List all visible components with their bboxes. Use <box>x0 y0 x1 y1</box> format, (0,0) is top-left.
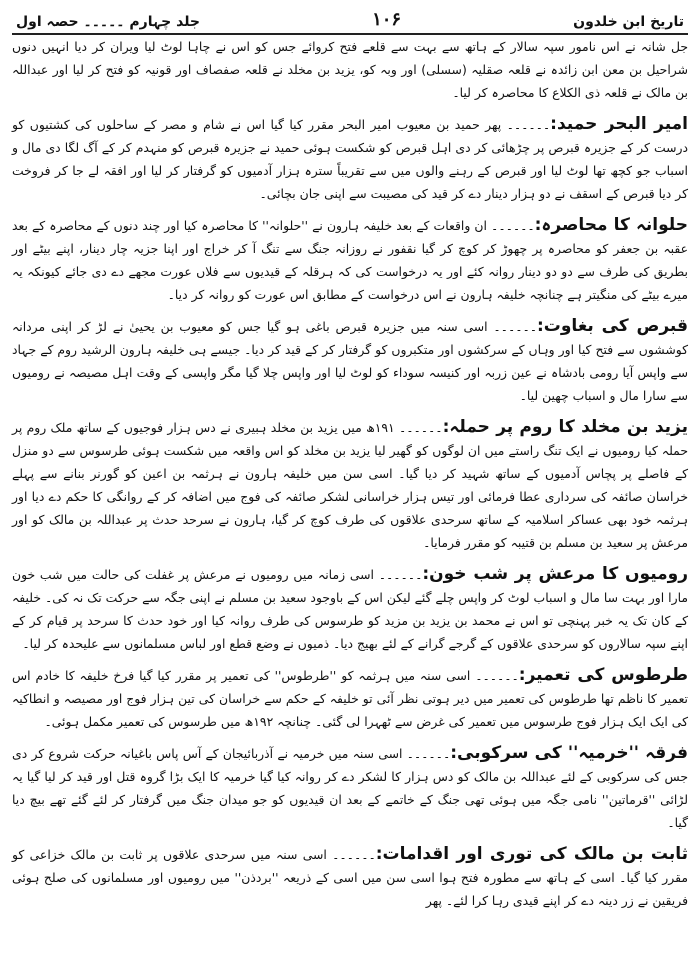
paragraph-text: ۔۔۔۔۔۔ اسی سنہ میں خرمیہ نے آذربائیجان کے آس پاس باغیانہ حرکت شروع کر دی جس کی سرکوبی کے لئے عبداللہ بن مالک کو دس ہزار کا لشکر دے کر روانہ کیا گیا خرمیہ کا ایک بڑا گروہ قتل اور قید کر لیا گیا یہ لڑائی ''قرماتین'' نامی جگہ میں ہوئی تھی جنگ کے خاتمے کے بعد ان قیدیوں کو جو میدان جنگ میں گرفتار کر لئے گئے تھے بیچ دیا گیا۔ <box>12 746 688 830</box>
section-heading: رومیوں کا مرعش پر شب خون: <box>422 564 689 584</box>
paragraph-text: ۔۔۔۔۔۔ ان واقعات کے بعد خلیفہ ہارون نے ''حلوانہ'' کا محاصرہ کیا اور چند دنوں کے محاصرہ کے بعد عقبہ بن جعفر کو محاصرہ پر چھوڑ کر کوچ کر گیا نقفور نے روزانہ جنگ سے تنگ آ کر خراج اور اپنا جزیہ چار دینار، اپنے بیٹے اور بطریق کی طرف سے دو دو دینار روانہ کئے اور یہ درخواست کی کہ ہرقلہ کے قیدیوں سے فلاں عورت مجھے دے دی جائے کیونکہ یہ میرے بیٹے کی منگیتر ہے چنانچہ خلیفہ ہارون نے اس درخواست کے مطابق اس عورت کو روانہ کر دیا۔ <box>12 218 688 302</box>
section-heading: یزید بن مخلد کا روم پر حملہ: <box>442 417 689 437</box>
paragraph-text: ۔۔۔۔۔۔ اسی زمانہ میں رومیوں نے مرعش پر غفلت کی حالت میں شب خون مارا اور بہت سا مال و اسباب لوٹ کر واپس چلے گئے لیکن اس کے باوجود سعید بن مسلم نے اپنی جگہ سے حرکت تک نہ کی۔ خلیفہ کے کان تک یہ خبر پہنچی تو اس نے محمد بن یزید بن مزید کو طرسوس کی طرف روانہ کیا اور خود حدث کا سرحد پر قیام کر کے اپنے سپہ سالاروں کو سرحدی علاقوں کے گرجے گرانے کے لئے بھیج دیا۔ ذمیوں نے وضع قطع اور لباس مسلمانوں سے علیحدہ کر لیا۔ <box>12 567 688 651</box>
paragraph <box>12 113 688 205</box>
volume-label: جلد چہارم ۔۔۔۔۔ حصہ اول <box>16 14 201 30</box>
paragraph-text: ۔۔۔۔۔۔ اسی سنہ میں سرحدی علاقوں پر ثابت بن مالک خزاعی کو مقرر کیا گیا۔ اسی کے ہاتھ سے مطورہ فتح ہوا اسی سن میں اسی کے ذریعہ ''بردذن'' میں رومیوں اور مسلمانوں کی صلح ہوئی فریقین نے زر دینہ دے کر اپنے قیدی رہا کرا لئے۔ پھر <box>12 847 688 908</box>
paragraph-text: ۔۔۔۔۔۔ اسی سنہ میں جزیرہ قبرص باغی ہو گیا جس کو معیوب بن یحییٰ نے لڑ کر اپنی مردانہ کوششوں سے فتح کیا اور وہاں کے سرکشوں اور متکبروں کو گرفتار کر کے قید کر دیا۔ جیسے ہی خلیفہ ہارون الرشید روم کے جہاد سے واپس آیا رومی بادشاہ نے عین زربہ اور کنیسہ سوداء کو لوٹ لیا اور واپس چلا گیا مگر واپسی کے وقت اہل مصیصہ نے رومیوں سے سارا مال و اسباب چھین لیا۔ <box>12 319 688 403</box>
paragraph <box>12 742 688 834</box>
section-heading: فرقہ ''خرمیہ'' کی سرکوبی: <box>450 743 688 763</box>
section-heading: طرطوس کی تعمیر: <box>518 665 689 685</box>
paragraph-text: ۔۔۔۔۔۔ ۱۹۱ھ میں یزید بن مخلد ہبیری نے دس ہزار فوجیوں کے ساتھ ملک روم پر حملہ کیا رومیوں نے ایک تنگ راستے میں ان لوگوں کو گھیر لیا یزید بن مخلد کو اس واقعہ میں شکست ہوئی طرسوس سے دو منزل کے فاصلے پر پچاس آدمیوں کے ساتھ شہید کر دیا گیا۔ اسی سن میں خلیفہ ہارون نے ہرثمہ بن اعین کو گورنر بنانے سے پہلے خراسان صائفہ کی سرداری عطا فرمائی اور تیس ہزار خراسانی لشکر صائفہ کی فوج میں اضافہ کر کے روانگی کا حکم دے دیا اور ہرثمہ خود بھی عساکر اسلامیہ کے ساتھ سرحدی علاقوں کی طرف کوچ کر گیا، ہارون نے سرحد حدث پر عبداللہ بن مالک کو اور مرعش پر سعید بن مسلم بن قتیبہ کو مقرر فرمایا۔ <box>12 420 688 550</box>
paragraph <box>12 315 688 407</box>
page-number: ۱۰۶ <box>372 9 402 30</box>
paragraph <box>12 35 688 104</box>
book-title: تاریخ ابن خلدون <box>573 14 684 30</box>
page-header <box>12 6 688 35</box>
paragraph <box>12 563 688 655</box>
page-body <box>12 35 688 912</box>
paragraph <box>12 664 688 733</box>
paragraph <box>12 214 688 306</box>
section-heading: ثابت بن مالک کی توری اور اقدامات: <box>375 844 689 864</box>
paragraph-text: ۔۔۔۔۔۔ پھر حمید بن معیوب امیر البحر مقرر کیا گیا اس نے شام و مصر کے ساحلوں کی کشتیوں کو درست کر کے جزیرہ قبرص پر چڑھائی کر دی اہل قبرص کو شکست ہوئی حمید نے جزیرہ قبرص کو منہدم کر کے آگ لگا دی مال و اسباب جو کچھ تھا لوٹ لیا اور قبرص کے رہنے والوں میں سے تقریباً سترہ ہزار آدمیوں کو گرفتار کر لیا اور افقہ لے جا کر فروخت کر دیا قبرص کے اسقف نے دو ہزار دینار دے کر قید کی مصیبت سے اپنی جان بچائی۔ <box>12 117 688 201</box>
paragraph-text: ۔۔۔۔۔۔ اسی سنہ میں ہرثمہ کو ''طرطوس'' کی تعمیر پر مقرر کیا گیا فرخ خلیفہ کا خادم اس تعمیر کا ناظم تھا طرطوس کی تعمیر میں دیر ہوتی نظر آئی تو خلیفہ کے حکم سے خراسان کی تین ہزار فوج اور مصیصہ و انطاکیہ کی ایک ایک ہزار فوج طرسوس میں تعمیر کی غرض سے ٹھہرا لی گئی۔ چنانچہ ۱۹۲ھ میں طرسوس کی تعمیر مکمل ہوئی۔ <box>12 668 688 729</box>
paragraph <box>12 416 688 554</box>
section-heading: امیر البحر حمید: <box>550 114 688 134</box>
paragraph-text: جل شانہ نے اس نامور سپہ سالار کے ہاتھ سے بہت سے قلعے فتح کروائے جس کو اس نے چاہا لوٹ لیا ویران کر دیا انہیں دنوں شراحیل بن معن ابن زائدہ نے قلعہ صقلیہ (سسلی) اور وبہ کو، یزید بن مخلد نے قلعہ صفصاف اور قونیہ کو فتح کر لیا اور عبداللہ بن مالک نے قلعہ ذی الکلاع کا محاصرہ کر لیا۔ <box>12 39 688 100</box>
section-heading: حلوانہ کا محاصرہ: <box>534 215 688 235</box>
paragraph <box>12 843 688 912</box>
section-heading: قبرص کی بغاوت: <box>536 316 688 336</box>
